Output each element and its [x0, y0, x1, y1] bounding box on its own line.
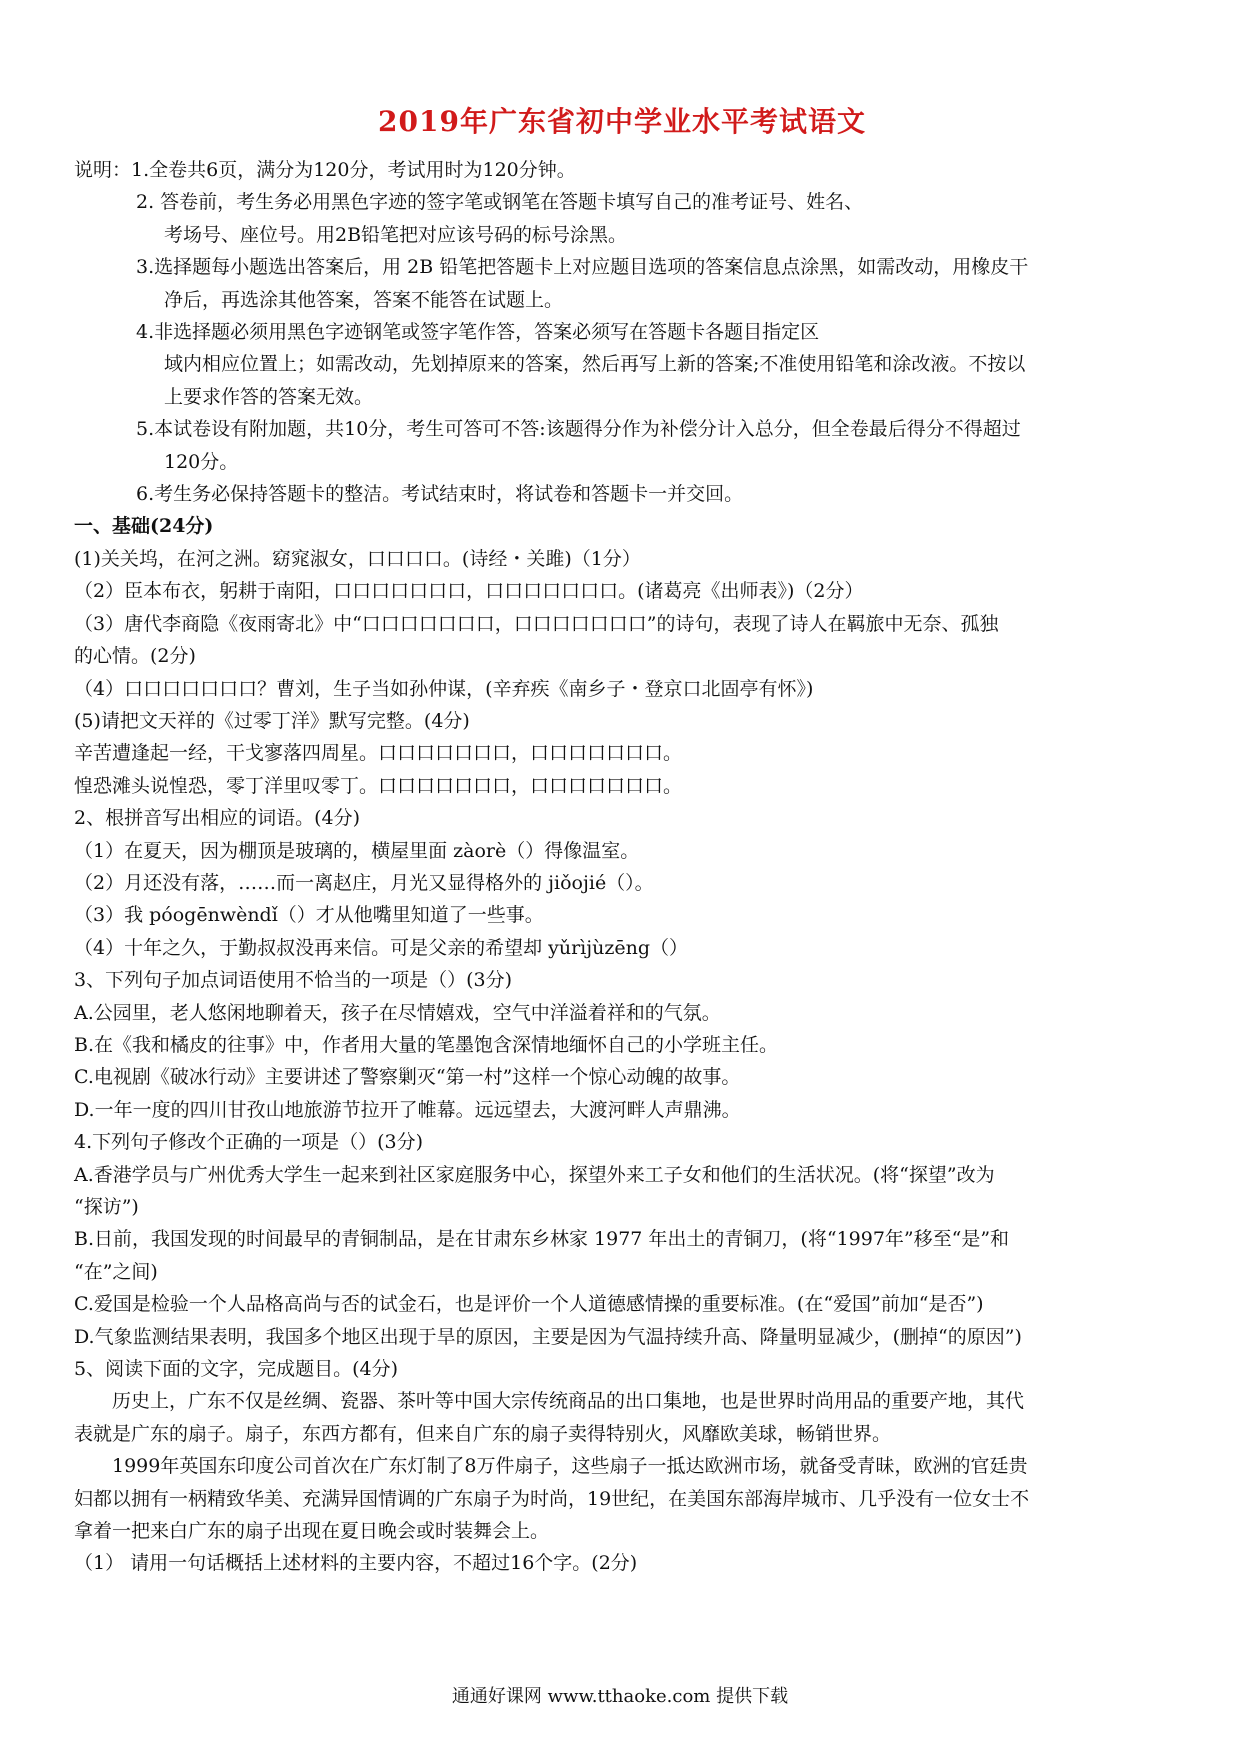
page-title: 2019年广东省初中学业水平考试语文: [378, 105, 866, 138]
instruction-line: 4.非选择题必须用黑色字迹钢笔或签字笔作答，答案必须写在答题卡各题目指定区: [136, 321, 820, 344]
passage-line: 表就是广东的扇子。扇子，东西方都有，但来自广东的扇子卖得特别火，风靡欧美球，畅销世界。: [74, 1422, 892, 1445]
question-line: 辛苦遭逢起一经，干戈寥落四周星。口口口口口口口，口口口口口口口。: [74, 742, 683, 765]
option-c: C.爱国是检验一个人品格高尚与否的试金石，也是评价一个人道德感情操的重要标准。(在“爱国”前加“是否”): [74, 1293, 984, 1316]
question-line: 的心情。(2分): [74, 645, 196, 668]
question-line: 惶恐滩头说惶恐，零丁洋里叹零丁。口口口口口口口，口口口口口口口。: [74, 774, 683, 797]
question-line: （2）月还没有落，……而一离赵庄，月光又显得格外的 jiǒojié（）。: [74, 871, 654, 894]
question-line: 2、根拼音写出相应的词语。(4分): [74, 807, 361, 830]
question-line: （1）在夏天，因为棚顶是玻璃的，横屋里面 zàorè（）得像温室。: [74, 839, 640, 862]
instruction-line: 5.本试卷设有附加题，共10分，考生可答可不答:该题得分作为补偿分计入总分，但全卷最后得分不得超过: [136, 418, 1021, 441]
instruction-line: 3.选择题每小题选出答案后，用 2B 铅笔把答题卡上对应题目选项的答案信息点涂黑，如需改动，用橡皮干: [136, 256, 1029, 279]
question-line: （1） 请用一句话概括上述材料的主要内容，不超过16个字。(2分): [74, 1552, 638, 1575]
instruction-line: 考场号、座位号。用2B铅笔把对应该号码的标号涂黑。: [164, 223, 628, 246]
question-line: （4）十年之久，于勤叔叔没再来信。可是父亲的希望却 yǔrìjùzēng（）: [74, 936, 689, 959]
instruction-line: 6.考生务必保持答题卡的整洁。考试结束时，将试卷和答题卡一并交回。: [136, 483, 744, 506]
passage-line: 妇都以拥有一柄精致华美、充满异国情调的广东扇子为时尚，19世纪，在美国东部海岸城市、几乎没有一位女士不: [74, 1487, 1030, 1510]
question-line: (1)关关坞，在河之洲。窈窕淑女，口口口口。(诗经・关雎)（1分）: [74, 547, 641, 570]
option-a: A.香港学员与广州优秀大学生一起来到社区家庭服务中心，探望外来工子女和他们的生活状况。(将“探望”改为: [74, 1163, 995, 1186]
option-a-cont: “探访”): [74, 1196, 139, 1218]
option-d: D.气象监测结果表明，我国多个地区出现于旱的原因，主要是因为气温持续升高、降量明显减少，(删掉“的原因”): [74, 1325, 1022, 1348]
instruction-line: 120分。: [164, 450, 239, 473]
question-line: （2）臣本布衣，躬耕于南阳，口口口口口口口，口口口口口口口。(诸葛亮《出师表》)（2分）: [74, 580, 864, 603]
reading-passage: [74, 1385, 1170, 1579]
instructions: [74, 154, 1170, 510]
question-line: 5、阅读下面的文字，完成题目。(4分): [74, 1358, 399, 1381]
footer-source: 通通好课网 www.tthaoke.com 提供下载: [451, 1686, 789, 1707]
question-line: (5)请把文天祥的《过零丁洋》默写完整。(4分): [74, 709, 470, 732]
instruction-line: 说明：1.全卷共6页，满分为120分，考试用时为120分钟。: [74, 159, 576, 181]
passage-line: 拿着一把来白广东的扇子出现在夏日晚会或时装舞会上。: [74, 1520, 550, 1543]
question-line: 4.下列句子修改个正确的一项是（）(3分): [74, 1131, 424, 1154]
question-line: （3）我 póogēnwèndǐ（）才从他嘴里知道了一些事。: [74, 904, 544, 927]
passage-line: 1999年英国东印度公司首次在广东灯制了8万件扇子，这些扇子一抵达欧洲市场，就备受青昧，欧洲的官廷贵: [112, 1455, 1028, 1478]
instruction-line: 域内相应位置上；如需改动，先划掉原来的答案，然后再写上新的答案;不准使用铅笔和涂改液。不按以: [164, 353, 1026, 376]
section-heading: 一、基础(24分): [74, 515, 214, 538]
instruction-line: 上要求作答的答案无效。: [164, 385, 374, 408]
questions: [74, 543, 1170, 1386]
option-d: D.一年一度的四川甘孜山地旅游节拉开了帷幕。远远望去，大渡河畔人声鼎沸。: [74, 1098, 741, 1121]
option-b-cont: “在”之间): [74, 1260, 158, 1283]
option-b: B.在《我和橘皮的往事》中，作者用大量的笔墨饱含深情地缅怀自己的小学班主任。: [74, 1033, 779, 1056]
question-line: （3）唐代李商隐《夜雨寄北》中“口口口口口口口，口口口口口口口”的诗句，表现了诗人在羁旅中无奈、孤独: [74, 612, 999, 635]
option-b: B.日前，我国发现的时间最早的青铜制品，是在甘肃东乡林家 1977 年出土的青铜刀，(将“1997年”移至“是”和: [74, 1228, 1010, 1251]
instruction-line: 净后，再选涂其他答案，答案不能答在试题上。: [164, 288, 564, 311]
exam-page: [74, 100, 1170, 1580]
option-a: A.公园里，老人悠闲地聊着天，孩子在尽情嬉戏，空气中洋溢着祥和的气氛。: [74, 1001, 721, 1024]
question-line: （4）口口口口口口口？曹刘，生子当如孙仲谋，(辛弃疾《南乡子・登京口北固亭有怀》): [74, 677, 814, 700]
option-c: C.电视剧《破冰行动》主要讲述了警察剿灭“第一村”这样一个惊心动魄的故事。: [74, 1066, 741, 1089]
passage-line: 历史上，广东不仅是丝绸、瓷器、茶叶等中国大宗传统商品的出口集地，也是世界时尚用品的重要产地，其代: [112, 1390, 1025, 1413]
question-line: 3、下列句子加点词语使用不恰当的一项是（）(3分): [74, 969, 513, 992]
instruction-line: 2. 答卷前，考生务必用黑色字迹的签字笔或钢笔在答题卡填写自己的准考证号、姓名、: [136, 191, 864, 214]
